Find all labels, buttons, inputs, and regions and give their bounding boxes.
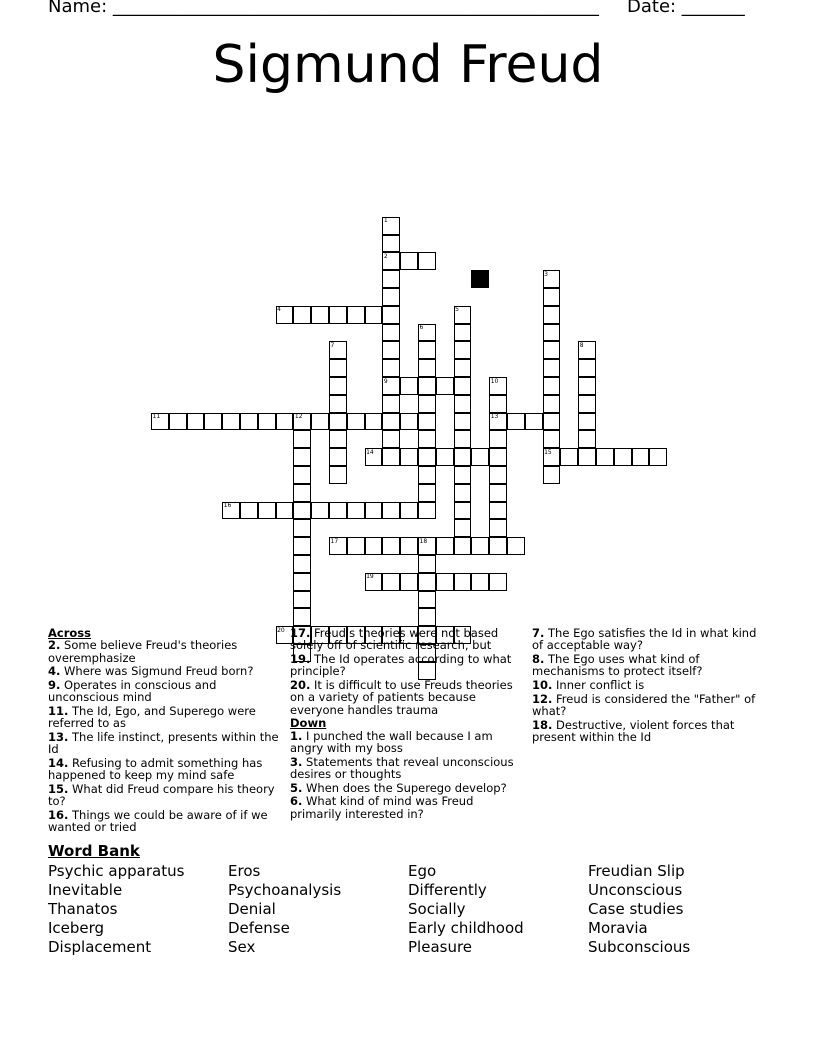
grid-cell[interactable] (400, 537, 418, 555)
grid-cell[interactable] (418, 413, 436, 431)
grid-cell[interactable] (454, 359, 472, 377)
word-bank-item: Moravia (588, 919, 648, 937)
grid-cell[interactable] (614, 448, 632, 466)
clue: 12. Freud is considered the "Father" of what? (532, 691, 756, 718)
grid-cell[interactable] (543, 395, 561, 413)
grid-cell[interactable] (489, 395, 507, 413)
grid-cell[interactable] (454, 413, 472, 431)
word-bank-column-2 (228, 862, 341, 957)
grid-cell[interactable] (347, 413, 365, 431)
grid-cell[interactable] (382, 573, 400, 591)
grid-cell[interactable] (418, 573, 436, 591)
page-title: Sigmund Freud (212, 35, 604, 95)
clue: 4. Where was Sigmund Freud born? (48, 664, 254, 679)
grid-cell[interactable] (578, 395, 596, 413)
clue: 9. Operates in conscious and unconscious mind (48, 678, 217, 705)
grid-cell[interactable] (293, 448, 311, 466)
grid-cell[interactable] (329, 377, 347, 395)
word-bank-item: Displacement (48, 938, 152, 956)
clue-section-heading: Across (48, 626, 91, 640)
word-bank-item: Psychic apparatus (48, 862, 185, 880)
grid-cell[interactable] (436, 537, 454, 555)
grid-cell[interactable] (329, 448, 347, 466)
word-bank-item: Defense (228, 919, 290, 937)
grid-cell[interactable] (471, 573, 489, 591)
grid-cell[interactable] (489, 519, 507, 537)
clues-column-2 (290, 627, 526, 821)
grid-cell[interactable] (418, 395, 436, 413)
grid-cell[interactable] (204, 413, 222, 431)
clue: 7. The Ego satisfies the Id in what kind of acceptable way? (532, 626, 757, 653)
word-bank-item: Eros (228, 862, 261, 880)
grid-cell[interactable] (293, 573, 311, 591)
grid-cell[interactable] (489, 502, 507, 520)
grid-cell[interactable] (382, 235, 400, 253)
grid-cell[interactable] (507, 413, 525, 431)
grid-cell[interactable] (543, 288, 561, 306)
word-bank-column-1 (48, 862, 184, 957)
clue: 19. The Id operates according to what principle? (290, 652, 512, 679)
grid-cell[interactable] (418, 591, 436, 609)
grid-cell[interactable] (543, 359, 561, 377)
black-cell (471, 270, 489, 288)
grid-cell[interactable] (187, 413, 205, 431)
clue: 17. Freud's theories were not based solely off of scientific research, but (290, 626, 499, 653)
word-bank-column-3 (408, 862, 524, 957)
grid-cell[interactable] (454, 502, 472, 520)
grid-cell[interactable] (258, 502, 276, 520)
clue-number: 13 (490, 413, 499, 421)
word-bank-item: Differently (408, 881, 487, 899)
grid-cell[interactable] (347, 502, 365, 520)
clue-number: 11 (152, 413, 161, 421)
grid-cell[interactable] (329, 413, 347, 431)
word-bank-item: Socially (408, 900, 466, 918)
grid-cell[interactable] (578, 430, 596, 448)
grid-cell[interactable] (240, 413, 258, 431)
grid-cell[interactable] (311, 413, 329, 431)
clue: 14. Refusing to admit something has happened to keep my mind safe (48, 756, 263, 783)
grid-cell[interactable] (543, 324, 561, 342)
clue-number: 3 (544, 270, 548, 278)
grid-cell[interactable] (382, 324, 400, 342)
clue: 15. What did Freud compare his theory to? (48, 782, 275, 809)
word-bank-heading: Word Bank (48, 842, 140, 860)
grid-cell[interactable] (418, 608, 436, 626)
clues-column-1 (48, 627, 284, 835)
clue: 20. It is difficult to use Freuds theories on a variety of patients because everyone handles trauma (290, 678, 513, 717)
grid-cell[interactable] (418, 252, 436, 270)
word-bank-item: Subconscious (588, 938, 691, 956)
clue: 6. What kind of mind was Freud primarily interested in? (290, 794, 474, 821)
word-bank-item: Thanatos (48, 900, 118, 918)
grid-cell[interactable] (418, 466, 436, 484)
clue: 5. When does the Superego develop? (290, 780, 507, 795)
grid-cell[interactable] (347, 306, 365, 324)
clue-number: 8 (579, 341, 584, 349)
grid-cell[interactable] (382, 306, 400, 324)
clue: 10. Inner conflict is (532, 678, 645, 692)
word-bank-item: Inevitable (48, 881, 123, 899)
grid-cell[interactable] (578, 413, 596, 431)
grid-cell[interactable] (418, 555, 436, 573)
grid-cell[interactable] (365, 413, 383, 431)
grid-cell[interactable] (240, 502, 258, 520)
grid-cell[interactable] (258, 413, 276, 431)
grid-cell[interactable] (329, 359, 347, 377)
grid-cell[interactable] (454, 448, 472, 466)
clue: 3. Statements that reveal unconscious desires or thoughts (290, 754, 514, 782)
clue-number: 1 (383, 217, 388, 225)
grid-cell[interactable] (436, 573, 454, 591)
grid-cell[interactable] (329, 430, 347, 448)
grid-cell[interactable] (560, 448, 578, 466)
grid-cell[interactable] (293, 306, 311, 324)
clue-number: 6 (419, 324, 424, 332)
grid-cell[interactable] (436, 377, 454, 395)
grid-cell[interactable] (543, 430, 561, 448)
clue-number: 16 (223, 502, 232, 510)
word-bank-item: Early childhood (408, 919, 524, 937)
grid-cell[interactable] (400, 377, 418, 395)
word-bank-item: Iceberg (48, 919, 105, 937)
grid-cell[interactable] (543, 341, 561, 359)
grid-cell[interactable] (489, 430, 507, 448)
grid-cell[interactable] (507, 537, 525, 555)
grid-cell[interactable] (418, 430, 436, 448)
word-bank-item: Case studies (588, 900, 684, 918)
grid-cell[interactable] (400, 252, 418, 270)
grid-cell[interactable] (382, 502, 400, 520)
grid-cell[interactable] (454, 395, 472, 413)
grid-cell[interactable] (382, 341, 400, 359)
grid-cell[interactable] (454, 519, 472, 537)
grid-cell[interactable] (382, 395, 400, 413)
grid-cell[interactable] (454, 341, 472, 359)
grid-cell[interactable] (400, 413, 418, 431)
word-bank-item: Ego (408, 862, 437, 880)
clue-section-heading: Down (290, 716, 327, 731)
grid-cell[interactable] (436, 448, 454, 466)
name-field-label[interactable]: Name: ______________________________________________________ (48, 0, 599, 17)
grid-cell[interactable] (347, 537, 365, 555)
grid-cell[interactable] (454, 537, 472, 555)
grid-cell[interactable] (293, 430, 311, 448)
grid-cell[interactable] (578, 448, 596, 466)
grid-cell[interactable] (311, 306, 329, 324)
grid-cell[interactable] (382, 413, 400, 431)
grid-cell[interactable] (382, 448, 400, 466)
grid-cell[interactable] (293, 591, 311, 609)
clue: 2. Some believe Freud's theories overemphasize (48, 638, 238, 665)
clue-number: 18 (419, 537, 428, 545)
grid-cell[interactable] (418, 502, 436, 520)
grid-cell[interactable] (293, 484, 311, 502)
word-bank-item: Unconscious (588, 881, 683, 899)
grid-cell[interactable] (543, 413, 561, 431)
word-bank-item: Denial (228, 900, 276, 918)
clues-column-3 (532, 627, 768, 745)
word-bank-item: Pleasure (408, 938, 473, 956)
clue: 8. The Ego uses what kind of mechanisms to protect itself? (532, 652, 703, 679)
word-bank-item: Freudian Slip (588, 862, 685, 880)
grid-cell[interactable] (293, 537, 311, 555)
grid-cell[interactable] (454, 484, 472, 502)
grid-cell[interactable] (400, 573, 418, 591)
grid-cell[interactable] (578, 359, 596, 377)
clue: 13. The life instinct, presents within the Id (48, 730, 279, 757)
clue-number: 17 (330, 537, 339, 545)
grid-cell[interactable] (365, 537, 383, 555)
grid-cell[interactable] (525, 413, 543, 431)
clue-number: 10 (490, 377, 499, 385)
clue-number: 20 (277, 626, 285, 634)
grid-cell[interactable] (382, 537, 400, 555)
grid-cell[interactable] (311, 502, 329, 520)
grid-cell[interactable] (329, 306, 347, 324)
grid-cell[interactable] (471, 448, 489, 466)
word-bank-column-4 (588, 862, 690, 957)
clue-number: 9 (383, 377, 388, 385)
clue-number: 14 (366, 448, 374, 456)
grid-cell[interactable] (543, 466, 561, 484)
clue: 1. I punched the wall because I am angry with my boss (290, 728, 493, 756)
grid-cell[interactable] (382, 270, 400, 288)
grid-cell[interactable] (489, 466, 507, 484)
grid-cell[interactable] (400, 502, 418, 520)
grid-cell[interactable] (382, 288, 400, 306)
grid-cell[interactable] (169, 413, 187, 431)
grid-cell[interactable] (632, 448, 650, 466)
word-bank-item: Sex (228, 938, 256, 956)
grid-cell[interactable] (418, 341, 436, 359)
grid-cell[interactable] (418, 448, 436, 466)
grid-cell[interactable] (293, 608, 311, 626)
clue-number: 4 (277, 306, 281, 314)
grid-cell[interactable] (365, 502, 383, 520)
grid-cell[interactable] (329, 502, 347, 520)
date-field-label[interactable]: Date: _______ (627, 0, 745, 17)
grid-cell[interactable] (293, 502, 311, 520)
grid-cell[interactable] (454, 573, 472, 591)
clue: 16. Things we could be aware of if we wanted or tried (48, 808, 268, 835)
grid-cell[interactable] (293, 466, 311, 484)
clue: 11. The Id, Ego, and Superego were referred to as (48, 704, 256, 731)
grid-cell[interactable] (454, 324, 472, 342)
grid-cell[interactable] (489, 448, 507, 466)
word-bank-item: Psychoanalysis (228, 881, 342, 899)
grid-cell[interactable] (596, 448, 614, 466)
grid-cell[interactable] (489, 484, 507, 502)
grid-cell[interactable] (222, 413, 240, 431)
clue-number: 19 (366, 573, 374, 581)
grid-cell[interactable] (382, 359, 400, 377)
grid-cell[interactable] (382, 430, 400, 448)
grid-cell[interactable] (454, 430, 472, 448)
grid-cell[interactable] (276, 502, 294, 520)
grid-cell[interactable] (418, 484, 436, 502)
grid-cell[interactable] (276, 413, 294, 431)
grid-cell[interactable] (489, 537, 507, 555)
grid-cell[interactable] (293, 555, 311, 573)
grid-cell[interactable] (329, 395, 347, 413)
grid-cell[interactable] (454, 377, 472, 395)
grid-cell[interactable] (400, 448, 418, 466)
grid-cell[interactable] (543, 377, 561, 395)
clue-number: 15 (544, 448, 552, 456)
grid-cell[interactable] (365, 306, 383, 324)
grid-cell[interactable] (418, 359, 436, 377)
grid-cell[interactable] (649, 448, 667, 466)
grid-cell[interactable] (418, 377, 436, 395)
clue-number: 7 (330, 341, 335, 349)
clue-number: 12 (294, 413, 303, 421)
clue: 18. Destructive, violent forces that present within the Id (532, 717, 735, 744)
grid-cell[interactable] (489, 573, 507, 591)
grid-cell[interactable] (471, 537, 489, 555)
grid-cell[interactable] (543, 306, 561, 324)
clue-number: 5 (455, 306, 459, 314)
grid-cell[interactable] (293, 519, 311, 537)
clue-number: 2 (383, 252, 388, 260)
grid-cell[interactable] (329, 466, 347, 484)
grid-cell[interactable] (454, 466, 472, 484)
grid-cell[interactable] (578, 377, 596, 395)
